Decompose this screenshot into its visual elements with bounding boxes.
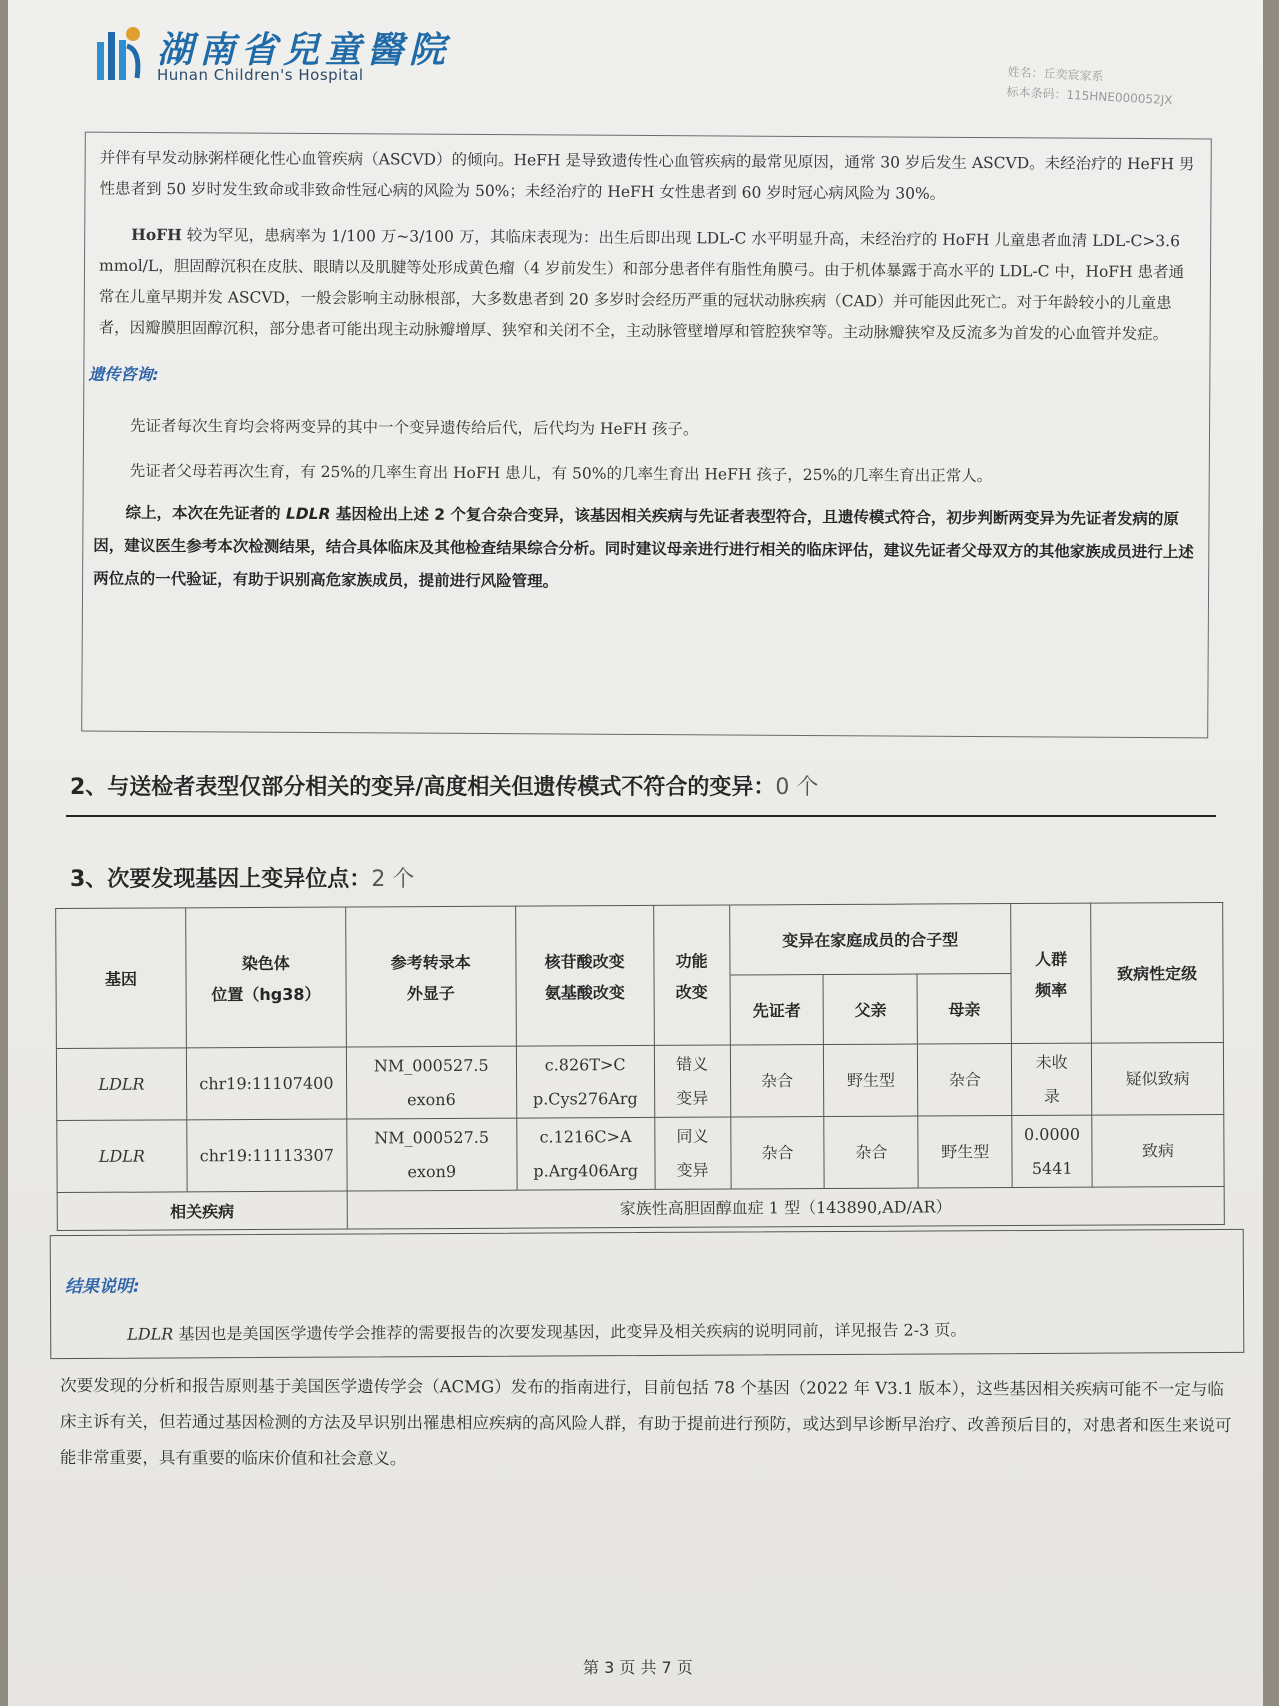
- result-body: 基因也是美国医学遗传学会推荐的需要报告的次要发现基因，此变异及相关疾病的说明同前，详见报告 2-3 页。: [173, 1320, 967, 1344]
- sample-code: 标本条码：115HNE000052JX: [1006, 84, 1173, 108]
- summary-gene: LDLR: [285, 504, 331, 524]
- row1-father: 野生型: [824, 1044, 918, 1116]
- hofh-term: HoFH: [131, 224, 182, 245]
- row1-proband: 杂合: [730, 1045, 824, 1117]
- col-ref-line2: 外显子: [406, 983, 455, 1003]
- page-number: 第 3 页 共 7 页: [583, 1658, 693, 1677]
- col-gene: 基因: [56, 908, 187, 1049]
- col-proband: 先证者: [730, 975, 824, 1045]
- row1-ref: [346, 1046, 516, 1119]
- hefh-paragraph: 并伴有早发动脉粥样硬化性心血管疾病（ASCVD）的倾向。HeFH 是导致遗传性心血管疾病的最常见原因，通常 30 岁后发生 ASCVD。未经治疗的 HeFH 男性患者到 50 岁时发生致命或非致命性冠心病的风险为 50%；未经治疗的 HeFH 女性患者到 60 岁时冠心病风险为 30%。: [99, 148, 1195, 203]
- row1-chr: chr19:11107400: [186, 1047, 346, 1120]
- row1-pathogenicity: 疑似致病: [1092, 1042, 1224, 1115]
- row1-exon: exon6: [407, 1089, 456, 1109]
- col-mother: 母亲: [917, 974, 1011, 1044]
- interpretation-box: [81, 132, 1212, 739]
- result-title: 结果说明:: [64, 1276, 140, 1298]
- col-ref-line1: 参考转录本: [390, 952, 471, 972]
- col-family: 变异在家庭成员的合子型: [729, 904, 1011, 975]
- hospital-logo-icon: [93, 20, 149, 84]
- hofh-paragraph: [99, 219, 1197, 351]
- row1-freq: [1012, 1043, 1092, 1115]
- col-func: [653, 905, 730, 1045]
- col-chr-line2: 位置（hg38）: [211, 984, 321, 1004]
- section-divider: [66, 815, 1216, 817]
- result-box: [50, 1229, 1245, 1359]
- row1-func-line1: 错义: [676, 1054, 709, 1074]
- col-freq-line1: 人群: [1035, 949, 1068, 969]
- table-header-row: [56, 902, 1223, 978]
- col-freq: [1011, 903, 1092, 1043]
- col-father: 父亲: [823, 974, 917, 1044]
- row2-exon: exon9: [407, 1161, 457, 1181]
- report-page: [8, 0, 1263, 1706]
- row2-nuc: [516, 1117, 654, 1190]
- variant-table: [55, 902, 1225, 1231]
- counsel-line-1: 先证者每次生育均会将两变异的其中一个变异遗传给后代，后代均为 HeFH 孩子。: [129, 416, 699, 439]
- row2-gene: LDLR: [57, 1120, 187, 1193]
- row1-ref-id: NM_000527.5: [373, 1055, 489, 1075]
- row1-func: [654, 1045, 730, 1117]
- col-freq-line2: 频率: [1035, 980, 1068, 1000]
- row2-ref-id: NM_000527.5: [374, 1127, 490, 1147]
- col-func-line1: 功能: [675, 951, 708, 971]
- report-header: [93, 18, 1213, 128]
- counsel-line-2: 先证者父母若再次生育，有 25%的几率生育出 HoFH 患儿，有 50%的几率生育出 HeFH 孩子，25%的几率生育出正常人。: [129, 461, 993, 486]
- result-text: [127, 1317, 966, 1344]
- row2-proband: 杂合: [730, 1117, 824, 1189]
- hospital-name-cn: 湖南省兒童醫院: [157, 29, 452, 71]
- patient-name: 姓名：丘奕宸家系: [1007, 64, 1104, 84]
- section-3-count: 2 个: [371, 867, 415, 892]
- row2-freq: [1012, 1115, 1092, 1187]
- row2-aa-change: p.Arg406Arg: [533, 1160, 639, 1181]
- row2-freq-line1: 0.0000: [1023, 1124, 1081, 1144]
- acmg-paragraph: 次要发现的分析和报告原则基于美国医学遗传学会（ACMG）发布的指南进行，目前包括 78 个基因（2022 年 V3.1 版本），这些基因相关疾病可能不一定与临床主诉有关，但若通过基因检测的方法及早识别出罹患相应疾病的高风险人群，有助于提前进行预防，或达到早诊断早治疗、改善预后目的，对患者和医生来说可能非常重要，具有重要的临床价值和社会意义。: [59, 1375, 1232, 1469]
- row2-func-line2: 变异: [676, 1160, 709, 1180]
- row1-nuc: [516, 1045, 654, 1118]
- col-ref: [345, 906, 516, 1047]
- row1-mother: 杂合: [918, 1044, 1012, 1116]
- row1-freq-line2: 录: [1043, 1086, 1060, 1106]
- counsel-title: 遗传咨询:: [88, 364, 159, 385]
- table-row: [57, 1114, 1224, 1192]
- section-3-title: 3、次要发现基因上变异位点：: [70, 867, 372, 892]
- row1-func-line2: 变异: [676, 1088, 709, 1108]
- col-nuc-line2: 氨基酸改变: [544, 982, 625, 1002]
- summary-paragraph: [93, 497, 1199, 603]
- row1-gene: LDLR: [56, 1048, 186, 1121]
- disease-value: 家族性高胆固醇血症 1 型（143890,AD/AR）: [347, 1186, 1224, 1229]
- section-3-heading: [70, 862, 414, 893]
- row2-nuc-change: c.1216C>A: [539, 1126, 632, 1147]
- disease-row: [57, 1186, 1224, 1230]
- summary-text-b: 基因检出上述 2 个复合杂合变异，该基因相关疾病与先证者表型符合，且遗传模式符合，初步判断两变异为先证者发病的原因，建议医生参考本次检测结果，结合具体临床及其他检查结果综合分析。同时建议母亲进行进行相关的临床评估，建议先证者父母双方的其他家族成员进行上述两位点的一代验证，有助于识别高危家族成员，提前进行风险管理。: [93, 505, 1194, 591]
- hospital-name-en: Hunan Children's Hospital: [157, 66, 364, 84]
- col-nuc-line1: 核苷酸改变: [544, 951, 625, 971]
- row2-mother: 野生型: [918, 1116, 1012, 1188]
- row2-func-line1: 同义: [676, 1126, 709, 1146]
- col-chr-line1: 染色体: [241, 953, 290, 973]
- row1-nuc-change: c.826T>C: [544, 1054, 626, 1074]
- col-path: 致病性定级: [1091, 902, 1224, 1043]
- section-2-count: 0 个: [775, 775, 819, 800]
- table-row: [56, 1042, 1223, 1120]
- disease-label: 相关疾病: [57, 1191, 347, 1231]
- hofh-text: 较为罕见，患病率为 1/100 万~3/100 万，其临床表现为：出生后即出现 LDL-C 水平明显升高，未经治疗的 HoFH 儿童患者血清 LDL-C>3.6 mmol/L，胆固醇沉积在皮肤、眼睛以及肌腱等处形成黄色瘤（4 岁前发生）和部分患者伴有脂性角膜弓。由于机体暴露于高水平的 LDL-C 中，HoFH 患者通常在儿童早期并发 ASCVD，一般会影响主动脉根部，大多数患者到 20 多岁时会经历严重的冠状动脉疾病（CAD）并可能因此死亡。对于年龄较小的儿童患者，因瓣膜胆固醇沉积，部分患者可能出现主动脉瓣增厚、狭窄和关闭不全，主动脉管壁增厚和管腔狭窄等。主动脉瓣狭窄及反流多为首发的心血管并发症。: [98, 226, 1185, 344]
- section-2-title: 2、与送检者表型仅部分相关的变异/高度相关但遗传模式不符合的变异：: [70, 775, 776, 800]
- row1-aa-change: p.Cys276Arg: [532, 1088, 638, 1109]
- row2-father: 杂合: [824, 1116, 918, 1188]
- row2-func: [654, 1117, 730, 1189]
- col-func-line2: 改变: [675, 982, 708, 1002]
- summary-text-a: 综上，本次在先证者的: [125, 503, 286, 523]
- row2-chr: chr19:11113307: [187, 1119, 347, 1192]
- row2-freq-line2: 5441: [1031, 1158, 1073, 1178]
- row2-ref: [347, 1118, 517, 1191]
- col-nuc: [515, 905, 654, 1046]
- col-chr: [186, 907, 347, 1048]
- result-gene: LDLR: [127, 1324, 174, 1344]
- row2-pathogenicity: 致病: [1092, 1114, 1224, 1187]
- section-2-heading: [70, 770, 818, 801]
- patient-info: [1006, 62, 1174, 111]
- row1-freq-line1: 未收: [1035, 1052, 1068, 1072]
